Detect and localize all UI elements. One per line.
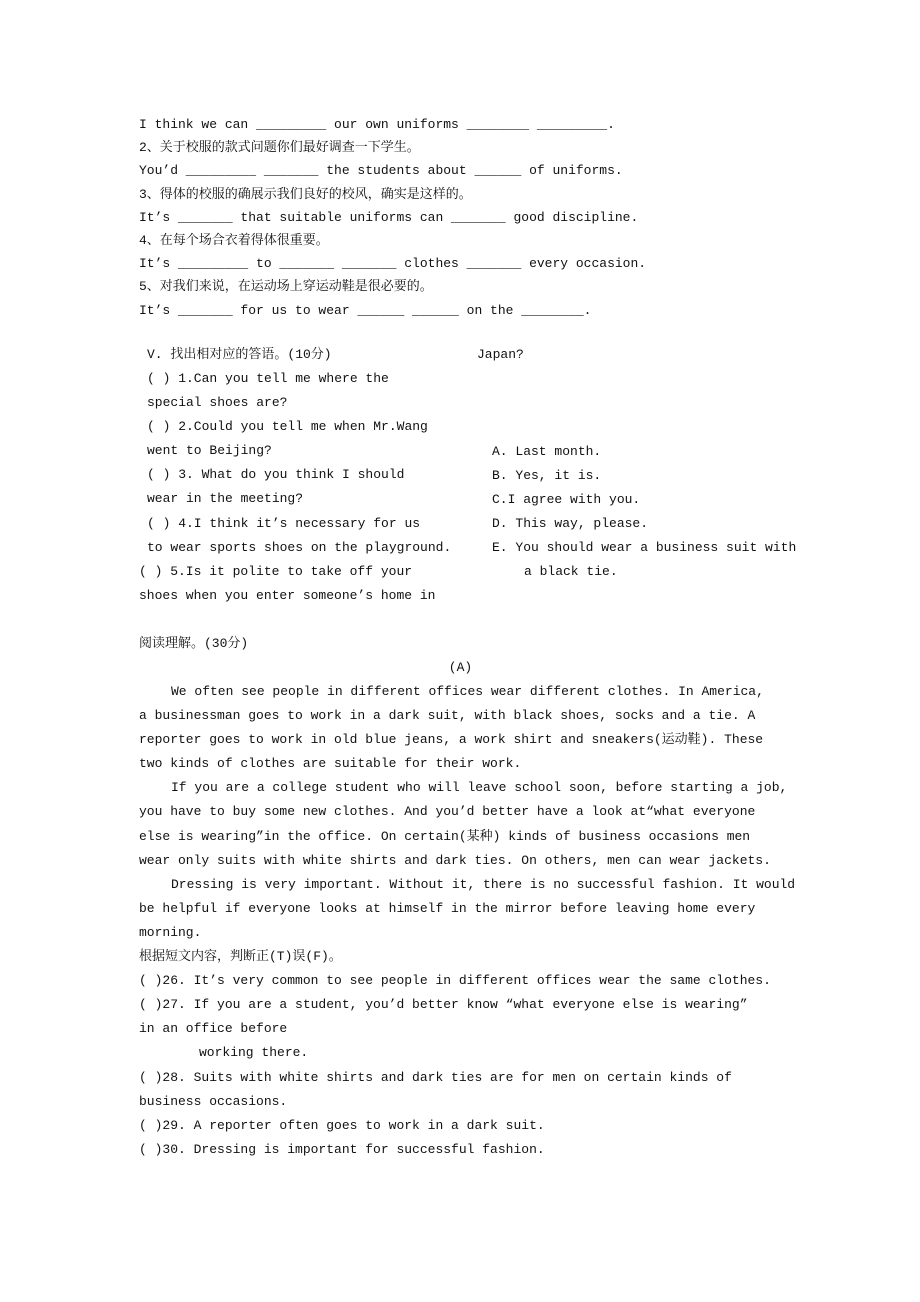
passage-label-text: (A) xyxy=(448,660,473,675)
matching-questions xyxy=(139,367,469,608)
text-line: ( )30. Dressing is important for successful fashion. xyxy=(139,1141,545,1157)
text-line: wear only suits with white shirts and dark ties. On others, men can wear jackets. xyxy=(139,852,771,868)
text-line: B. Yes, it is. xyxy=(492,468,602,484)
text-line: wear in the meeting? xyxy=(147,491,304,507)
text-line: two kinds of clothes are suitable for their work. xyxy=(139,756,522,772)
text-line: 5、对我们来说，在运动场上穿运动鞋是很必要的。 xyxy=(139,279,433,295)
text-line: ( ) 4.I think it’s necessary for us xyxy=(147,515,421,531)
text-line: 根据短文内容，判断正(T)误(F)。 xyxy=(139,949,342,965)
text-line: morning. xyxy=(139,924,202,940)
text-line: shoes when you enter someone’s home in xyxy=(139,587,436,603)
text-line: special shoes are? xyxy=(147,395,288,411)
text-line: D. This way, please. xyxy=(492,516,649,532)
text-line: 3、得体的校服的确展示我们良好的校风，确实是这样的。 xyxy=(139,186,472,202)
translation-section xyxy=(139,113,839,322)
text-line: It’s _______ for us to wear ______ ______ on the ________. xyxy=(139,302,592,318)
text-line: ( )28. Suits with white shirts and dark ties are for men on certain kinds of xyxy=(139,1069,732,1085)
text-line: working there. xyxy=(199,1045,309,1061)
question-5-continuation: Japan? xyxy=(477,347,524,362)
matching-answers xyxy=(492,440,892,585)
passage-label xyxy=(139,656,782,680)
text-line: Dressing is very important. Without it, there is no successful fashion. It would xyxy=(171,876,796,892)
text-line: ( )26. It’s very common to see people in different offices wear the same clothes. xyxy=(139,973,771,989)
text-line: 2、关于校服的款式问题你们最好调查一下学生。 xyxy=(139,140,420,156)
text-line: ( ) 1.Can you tell me where the xyxy=(147,371,389,386)
text-line: You’d _________ _______ the students about ______ of uniforms. xyxy=(139,163,623,179)
text-line: to wear sports shoes on the playground. xyxy=(147,539,452,555)
text-line: 4、在每个场合衣着得体很重要。 xyxy=(139,233,329,249)
text-line: It’s _________ to _______ _______ clothes _______ every occasion. xyxy=(139,256,647,272)
reading-title-text: 阅读理解。(30分) xyxy=(139,636,249,651)
reading-passage xyxy=(139,680,909,1162)
text-line: It’s _______ that suitable uniforms can _______ good discipline. xyxy=(139,209,639,225)
text-line: E. You should wear a business suit with xyxy=(492,540,797,556)
text-line: ( ) 2.Could you tell me when Mr.Wang xyxy=(147,419,428,435)
text-line: We often see people in different offices wear different clothes. In America, xyxy=(171,684,764,699)
text-line: ( ) 3. What do you think I should xyxy=(147,467,405,483)
text-line: C.I agree with you. xyxy=(492,492,641,508)
text-line: If you are a college student who will leave school soon, before starting a job, xyxy=(171,780,788,796)
text-line: business occasions. xyxy=(139,1093,288,1109)
text-line: reporter goes to work in old blue jeans, a work shirt and sneakers(运动鞋). These xyxy=(139,732,764,748)
text-line: ( )27. If you are a student, you’d better know “what everyone else is wearing” xyxy=(139,997,748,1013)
text-line: ( ) 5.Is it polite to take off your xyxy=(139,563,413,579)
text-line: went to Beijing? xyxy=(147,443,272,459)
text-line: I think we can _________ our own uniforms ________ _________. xyxy=(139,117,615,132)
reading-title xyxy=(139,632,248,656)
text-line: ( )29. A reporter often goes to work in a dark suit. xyxy=(139,1117,545,1133)
text-line: A. Last month. xyxy=(492,444,602,459)
text-line: a businessman goes to work in a dark suit, with black shoes, socks and a tie. A xyxy=(139,708,756,724)
text-line: in an office before xyxy=(139,1021,288,1037)
matching-title xyxy=(147,343,332,367)
matching-continuation xyxy=(477,343,524,367)
text-line: else is wearing”in the office. On certain(某种) kinds of business occasions men xyxy=(139,828,751,844)
text-line: be helpful if everyone looks at himself in the mirror before leaving home every xyxy=(139,900,756,916)
matching-title-text: V. 找出相对应的答语。(10分) xyxy=(147,347,332,362)
text-line: a black tie. xyxy=(524,564,618,580)
text-line: you have to buy some new clothes. And you’d better have a look at“what everyone xyxy=(139,804,756,820)
